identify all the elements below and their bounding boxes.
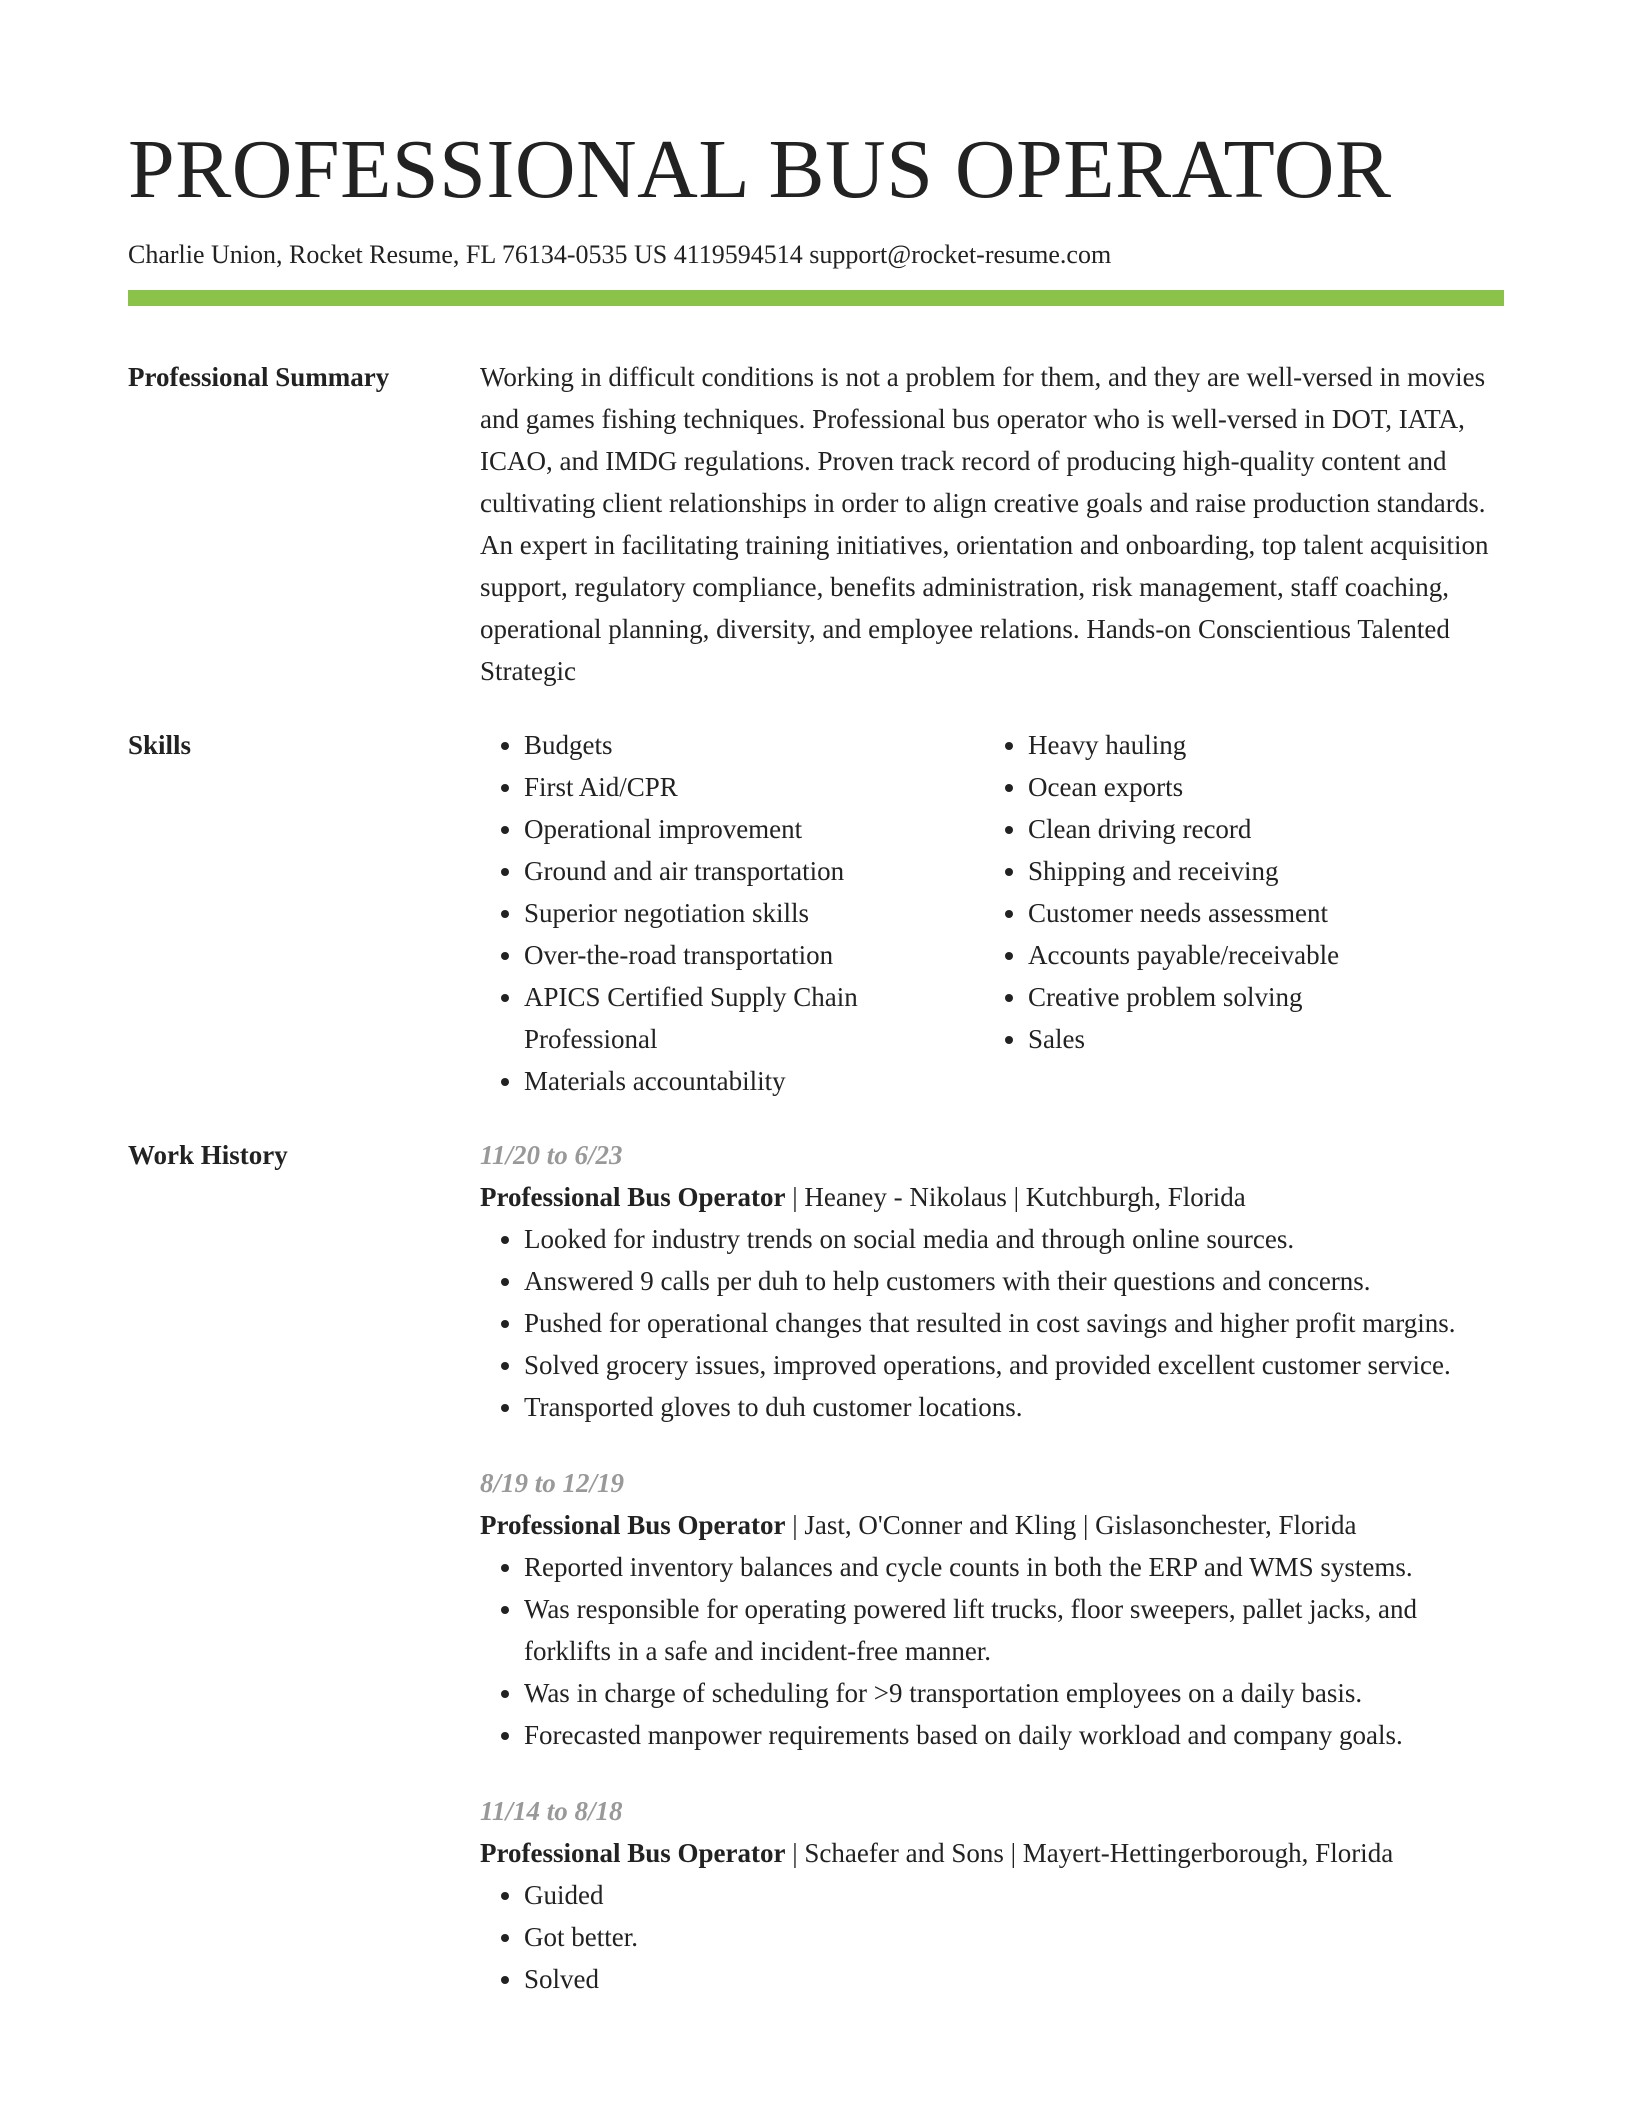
job-dates: 11/20 to 6/23 [480,1140,623,1170]
job-heading [480,1176,1504,1218]
job-title: Professional Bus Operator [480,1838,786,1868]
summary-text: Working in difficult conditions is not a problem for them, and they are well-versed in movies and games fishing techniques. Professional bus operator who is well-versed in DOT, IATA, ICAO, and IMDG regulations. Proven track record of producing high-quality content and cultivating client relationships in order to align creative goals and raise production standards. An expert in facilitating training initiatives, orientation and onboarding, top talent acquisition support, regulatory compliance, benefits administration, risk management, staff coaching, operational planning, diversity, and employee relations. Hands-on Conscientious Talented Strategic [480,362,1489,686]
job-duty-item: • Forecasted manpower requirements based on daily workload and company goals. [524,1714,1504,1756]
job-entry [480,1134,1504,1428]
job-duties [480,1218,1504,1428]
job-company: Jast, O'Conner and Kling [804,1510,1077,1540]
job-entry [480,1462,1504,1756]
job-duty-item: • Guided [524,1874,1504,1916]
job-separator: | [785,1510,805,1540]
skill-item: • Creative problem solving [1028,976,1504,1018]
job-separator: | [785,1182,805,1212]
contact-address: Charlie Union, Rocket Resume, FL 76134-0535 US [128,240,668,269]
job-heading [480,1504,1504,1546]
skills-column-right [984,724,1504,1102]
job-duty-item: • Looked for industry trends on social media and through online sources. [524,1218,1504,1260]
job-entry [480,1790,1504,2000]
job-duty-item: • Pushed for operational changes that resulted in cost savings and higher profit margins. [524,1302,1504,1344]
job-location: Mayert-Hettingerborough, Florida [1022,1838,1394,1868]
job-duty-item: • Was in charge of scheduling for >9 transportation employees on a daily basis. [524,1672,1504,1714]
skill-item: • Heavy hauling [1028,724,1504,766]
skill-item: • Materials accountability [524,1060,984,1102]
job-duties [480,1546,1504,1756]
skill-item: • Clean driving record [1028,808,1504,850]
contact-phone: 4119594514 [673,240,803,269]
resume-title: PROFESSIONAL BUS OPERATOR [128,123,1392,216]
job-duty-item: • Reported inventory balances and cycle counts in both the ERP and WMS systems. [524,1546,1504,1588]
contact-email: support@rocket-resume.com [809,240,1112,269]
skill-item: • Budgets [524,724,984,766]
summary-section [128,356,1504,692]
skill-item: • Over-the-road transportation [524,934,984,976]
skill-item: • First Aid/CPR [524,766,984,808]
job-duty-item: • Transported gloves to duh customer locations. [524,1386,1504,1428]
skill-item: • Ground and air transportation [524,850,984,892]
job-separator: | [1076,1510,1096,1540]
skills-column-left [480,724,984,1102]
skill-item: • Ocean exports [1028,766,1504,808]
skill-item: • Shipping and receiving [1028,850,1504,892]
job-heading [480,1832,1504,1874]
job-dates: 11/14 to 8/18 [480,1796,623,1826]
job-duty-item: • Was responsible for operating powered lift trucks, floor sweepers, pallet jacks, and forklifts in a safe and incident-free manner. [524,1588,1504,1672]
skills-section [128,724,1504,1102]
job-duty-item: • Answered 9 calls per duh to help customers with their questions and concerns. [524,1260,1504,1302]
skill-item: • Sales [1028,1018,1504,1060]
job-duty-item: • Solved grocery issues, improved operations, and provided excellent customer service. [524,1344,1504,1386]
work-history-heading: Work History [128,1140,288,1170]
skill-item: • Customer needs assessment [1028,892,1504,934]
skill-item: • APICS Certified Supply Chain Professional [524,976,984,1060]
job-location: Kutchburgh, Florida [1025,1182,1246,1212]
header-divider [128,290,1504,306]
job-title: Professional Bus Operator [480,1182,786,1212]
job-list [480,1134,1504,2034]
job-duties [480,1874,1504,2000]
contact-line [128,238,1504,272]
skill-item: • Superior negotiation skills [524,892,984,934]
skill-item: • Operational improvement [524,808,984,850]
job-dates: 8/19 to 12/19 [480,1468,625,1498]
job-separator: | [1003,1838,1023,1868]
job-duty-item: • Solved [524,1958,1504,2000]
job-separator: | [1006,1182,1026,1212]
skills-heading: Skills [128,730,192,760]
job-separator: | [785,1838,805,1868]
summary-heading: Professional Summary [128,362,390,392]
skill-item: • Accounts payable/receivable [1028,934,1504,976]
job-company: Heaney - Nikolaus [804,1182,1007,1212]
job-duty-item: • Got better. [524,1916,1504,1958]
work-history-section [128,1134,1504,2034]
job-location: Gislasonchester, Florida [1095,1510,1357,1540]
job-title: Professional Bus Operator [480,1510,786,1540]
job-company: Schaefer and Sons [804,1838,1004,1868]
